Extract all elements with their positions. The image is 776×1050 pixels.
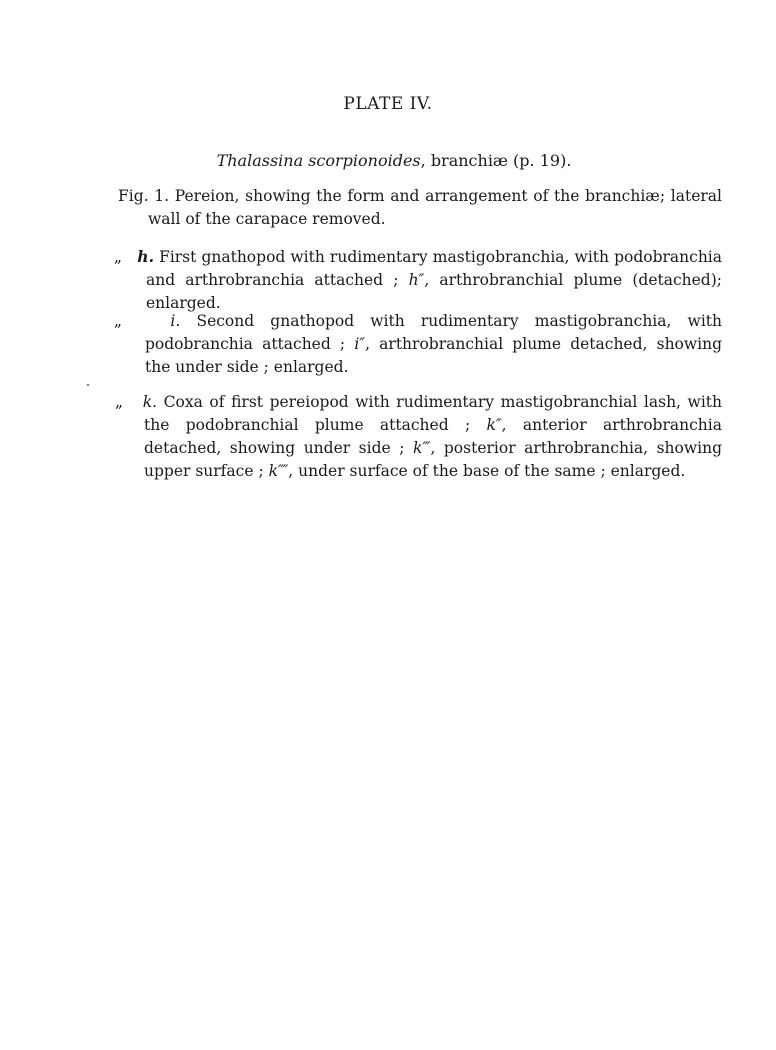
figure-k-body	[60, 391, 722, 483]
figure-entry-h	[60, 245, 722, 315]
figure-k-mark: k″	[486, 416, 502, 434]
figure-entry-i	[60, 310, 722, 379]
figure-k-prefix: „	[115, 393, 124, 411]
figure-h-body	[60, 245, 722, 315]
species-name: Thalassina scorpionoides	[216, 151, 421, 170]
figure-1-label: Fig. 1.	[118, 187, 170, 205]
figure-k-mid2: , posterior arthrobranchia, showing upper surface ;	[144, 439, 722, 480]
plate-subtitle	[0, 151, 776, 170]
figure-k-text: Coxa of first pereiopod with rudimentary mastigobranchial lash, with the podobranchial plume attached ;	[144, 393, 722, 434]
figure-i-mark: i″	[354, 335, 366, 353]
figure-i-text: Second gnathopod with rudimentary mastigobranchia, with podobranchia attached ;	[145, 312, 722, 353]
print-speck	[87, 384, 89, 386]
figure-entry-1	[60, 185, 722, 231]
figure-h-text: First gnathopod with rudimentary mastigobranchia, with podobranchia and arthrobranchia attached ;	[146, 248, 722, 289]
plate-title: PLATE IV.	[343, 94, 433, 114]
figure-k-mark3: k⁗	[268, 462, 289, 480]
subtitle-rest: , branchiæ (p. 19).	[420, 151, 572, 170]
figure-h-letter: h.	[137, 247, 154, 266]
figure-h-prefix: „	[114, 248, 123, 266]
figure-1-text: Pereion, showing the form and arrangement of the branchiæ; lateral wall of the carapace removed.	[148, 187, 722, 228]
figure-i-prefix: „	[114, 312, 123, 330]
figure-k-letter: k.	[142, 393, 158, 411]
figure-entry-k	[60, 391, 722, 483]
figure-i-letter: i.	[170, 312, 181, 330]
figure-i-tail: , arthrobranchial plume detached, showing the under side ; enlarged.	[145, 335, 723, 376]
figure-h-mark: h″	[408, 271, 425, 289]
figure-k-mid: , anterior arthrobranchia detached, showing under side ;	[144, 416, 722, 457]
figure-k-mark2: k‴	[412, 439, 431, 457]
figure-k-tail: , under surface of the base of the same ; enlarged.	[288, 462, 686, 480]
figure-i-body	[60, 310, 722, 379]
figure-1-body	[60, 185, 722, 231]
figure-h-tail: , arthrobranchial plume (detached); enlarged.	[146, 271, 722, 312]
